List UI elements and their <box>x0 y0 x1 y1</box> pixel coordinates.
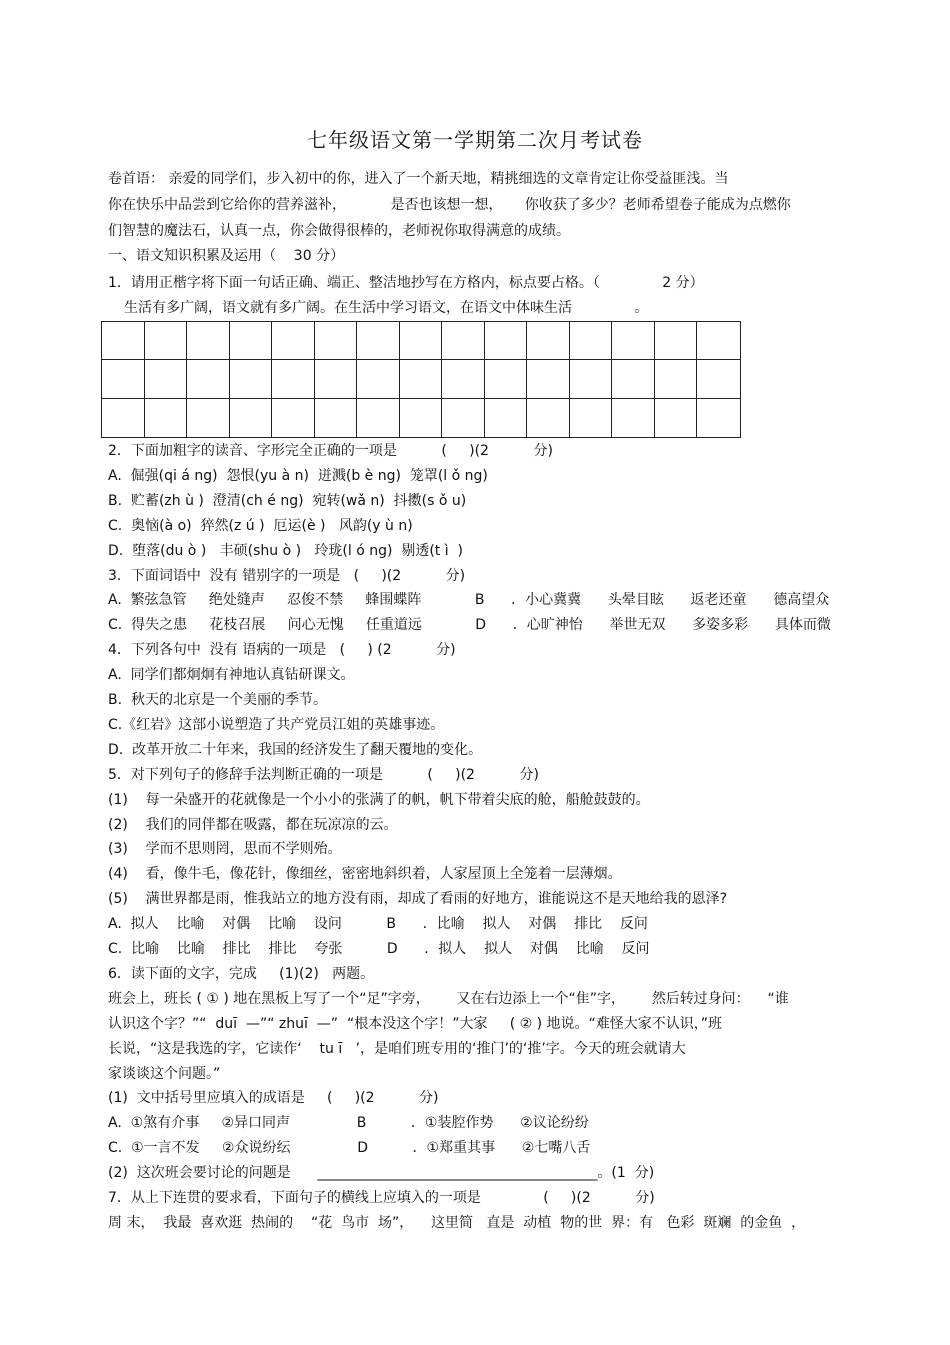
grid-cell[interactable] <box>145 399 188 437</box>
grid-cell[interactable] <box>315 360 358 398</box>
text-line: C. 得失之患 花枝召展 问心无愧 任重道远 D ．心旷神怡 举世无双 多姿多彩 具体而微 <box>108 617 831 634</box>
text-line: (2) 我们的同伴都在吸露，都在玩凉凉的云。 <box>108 816 398 833</box>
text-line: (2) 这次班会要讨论的问题是 ________________________________________。(1 分) <box>108 1165 655 1182</box>
grid-cell[interactable] <box>655 399 698 437</box>
grid-cell[interactable] <box>612 322 655 360</box>
grid-cell[interactable] <box>230 322 273 360</box>
text-line: B. 贮蓄(zh ù ) 澄清(ch é ng) 宛转(wǎ n) 抖擞(s ǒ u) <box>108 492 467 509</box>
text-line: 2．下面加粗字的读音、字形完全正确的一项是 ( )(2 分) <box>108 443 553 459</box>
intro-line-3: 们智慧的魔法石，认真一点，你会做得很棒的，老师祝你取得满意的成绩。 <box>108 223 570 239</box>
text-line: 认识这个字？”“ duī —”“ zhuī —” “根本没这个字！”大家 ( ② ) 地说。“难怪大家不认识，”班 <box>108 1015 723 1032</box>
grid-cell[interactable] <box>697 322 740 360</box>
grid-cell[interactable] <box>442 322 485 360</box>
text-line: 班会上，班长 ( ① ) 地在黑板上写了一个“足”字旁， 又在右边添上一个“隹”字， 然后转过身问： “谁 <box>108 990 789 1007</box>
grid-cell[interactable] <box>357 399 400 437</box>
grid-cell[interactable] <box>697 399 740 437</box>
intro-line-1: 卷首语： 亲爱的同学们，步入初中的你，进入了一个新天地，精挑细选的文章肯定让你受益匪浅。当 <box>108 171 729 187</box>
text-line: (1) 文中括号里应填入的成语是 ( )(2 分) <box>108 1090 439 1107</box>
text-line: (4) 看，像牛毛，像花针，像细丝，密密地斜织着，人家屋顶上全笼着一层薄烟。 <box>108 866 622 883</box>
grid-cell[interactable] <box>102 360 145 398</box>
grid-cell[interactable] <box>527 322 570 360</box>
grid-cell[interactable] <box>315 322 358 360</box>
text-line: (5) 满世界都是雨，惟我站立的地方没有雨，却成了看雨的好地方，谁能说这不是天地给我的恩泽? <box>108 891 728 908</box>
grid-cell[interactable] <box>570 360 613 398</box>
text-line: (1) 每一朵盛开的花就像是一个小小的张满了的帆，帆下带着尖底的舱，船舱鼓鼓的。 <box>108 791 650 808</box>
text-line: C.《红岩》这部小说塑造了共产党员江姐的英雄事迹。 <box>108 716 445 733</box>
grid-cell[interactable] <box>655 360 698 398</box>
text-line: D. 改革开放二十年来，我国的经济发生了翻天覆地的变化。 <box>108 741 483 758</box>
question-1-sentence: 生活有多广阔，语文就有多广阔。在生活中学习语文，在语文中体味生活 。 <box>124 300 649 316</box>
grid-cell[interactable] <box>485 322 528 360</box>
intro-line-2: 你在快乐中品尝到它给你的营养滋补， 是否也该想一想， 你收获了多少？老师希望卷子能成为点燃你 <box>108 197 791 213</box>
text-line: 家谈谈这个问题。” <box>108 1065 221 1082</box>
writing-grid[interactable] <box>101 321 741 438</box>
grid-cell[interactable] <box>527 360 570 398</box>
text-line: 4．下列各句中 没有 语病的一项是 ( ) (2 分) <box>108 642 456 659</box>
text-line: C. ①一言不发 ②众说纷纭 D ．①郑重其事 ②七嘴八舌 <box>108 1140 591 1157</box>
text-line: C. 比喻 比喻 排比 排比 夸张 D ．拟人 拟人 对偶 比喻 反问 <box>108 941 650 957</box>
text-line: A. 同学们都炯炯有神地认真钻研课文。 <box>108 667 355 684</box>
grid-cell[interactable] <box>102 322 145 360</box>
text-line: A. 倔强(qi á ng) 怨恨(yu à n) 迸溅(b è ng) 笼罩(l ǒ ng) <box>108 467 488 484</box>
text-line: (3) 学而不思则罔，思而不学则殆。 <box>108 841 342 858</box>
text-line: 7．从上下连贯的要求看，下面句子的横线上应填入的一项是 ( )(2 分) <box>108 1190 655 1206</box>
grid-cell[interactable] <box>485 360 528 398</box>
text-line: 6．读下面的文字，完成 (1)(2) 两题。 <box>108 965 375 982</box>
section-heading: 一、语文知识积累及运用（ 30 分） <box>108 248 345 264</box>
grid-cell[interactable] <box>315 399 358 437</box>
grid-cell[interactable] <box>400 360 443 398</box>
question-1-stem: 1．请用正楷字将下面一句话正确、端正、整洁地抄写在方格内，标点要占格。（ 2 分） <box>108 275 704 291</box>
grid-cell[interactable] <box>400 399 443 437</box>
grid-cell[interactable] <box>272 322 315 360</box>
exam-title: 七年级语文第一学期第二次月考试卷 <box>307 128 643 152</box>
grid-cell[interactable] <box>442 360 485 398</box>
text-line: 5．对下列句子的修辞手法判断正确的一项是 ( )(2 分) <box>108 766 539 783</box>
text-line: A. ①煞有介事 ②异口同声 B ．①装腔作势 ②议论纷纷 <box>108 1115 589 1132</box>
grid-cell[interactable] <box>485 399 528 437</box>
grid-cell[interactable] <box>570 399 613 437</box>
grid-cell[interactable] <box>655 322 698 360</box>
text-line: C. 奥恼(à o) 猝然(z ú ) 厄运(è ) 风韵(y ù n) <box>108 517 413 534</box>
text-line: 长说，“这是我选的字，它读作‘ tu ī ’，是咱们班专用的‘推门’的‘推’字。今天的班会就请大 <box>108 1040 686 1057</box>
grid-cell[interactable] <box>357 322 400 360</box>
grid-cell[interactable] <box>272 360 315 398</box>
grid-cell[interactable] <box>612 360 655 398</box>
grid-cell[interactable] <box>272 399 315 437</box>
grid-cell[interactable] <box>230 399 273 437</box>
grid-cell[interactable] <box>187 399 230 437</box>
text-line: 3．下面词语中 没有 错别字的一项是 ( )(2 分) <box>108 567 466 584</box>
grid-cell[interactable] <box>230 360 273 398</box>
grid-cell[interactable] <box>442 399 485 437</box>
text-line: D. 堕落(du ò ) 丰硕(shu ò ) 玲珑(l ó ng) 剔透(t ì ) <box>108 542 464 559</box>
grid-cell[interactable] <box>527 399 570 437</box>
text-line: A. 繁弦急管 绝处缝声 忍俊不禁 蜂围蝶阵 B ．小心冀冀 头晕目眩 返老还童 德高望众 <box>108 592 830 609</box>
grid-cell[interactable] <box>400 322 443 360</box>
text-line: A. 拟人 比喻 对偶 比喻 设问 B ．比喻 拟人 对偶 排比 反问 <box>108 916 648 933</box>
grid-cell[interactable] <box>145 360 188 398</box>
text-line: 周 末， 我最 喜欢逛 热闹的 “花 鸟市 场”， 这里简 直是 动植 物的世 界：有 色彩 斑斓 的金鱼 ， <box>108 1214 806 1231</box>
grid-cell[interactable] <box>697 360 740 398</box>
grid-cell[interactable] <box>357 360 400 398</box>
grid-cell[interactable] <box>102 399 145 437</box>
grid-cell[interactable] <box>570 322 613 360</box>
grid-cell[interactable] <box>612 399 655 437</box>
text-line: B. 秋天的北京是一个美丽的季节。 <box>108 692 327 708</box>
grid-cell[interactable] <box>145 322 188 360</box>
grid-cell[interactable] <box>187 360 230 398</box>
grid-cell[interactable] <box>187 322 230 360</box>
